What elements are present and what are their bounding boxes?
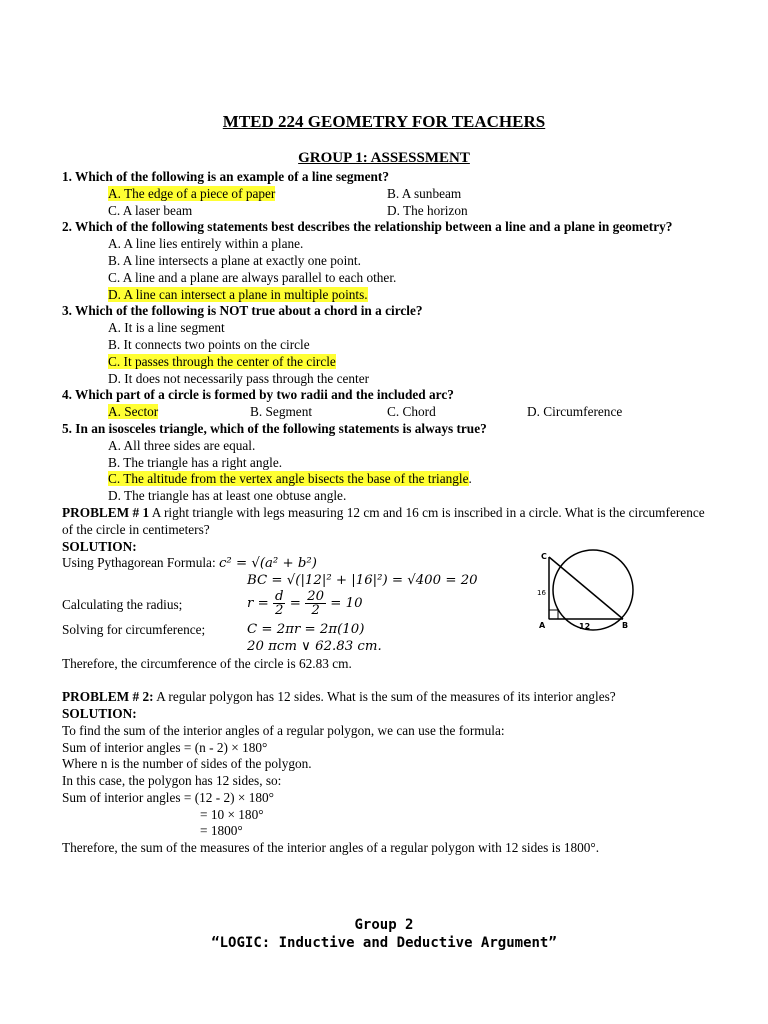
problem-1-label: PROBLEM # 1 [62, 504, 150, 520]
radius-label: Calculating the radius; [62, 596, 183, 612]
problem-2-solution-label: SOLUTION: [62, 705, 137, 721]
inscribed-triangle-diagram [535, 545, 640, 635]
pythagorean-label: Using Pythagorean Formula: [62, 555, 216, 571]
q3-option-a: A. It is a line segment [108, 320, 225, 336]
q1-option-b: B. A sunbeam [387, 185, 462, 201]
group-2-heading [0, 916, 768, 952]
question-1: 1. Which of the following is an example of a line segment? [62, 169, 390, 184]
question-1-options-row-2 [62, 203, 712, 220]
q5-option-c-period: . [468, 471, 472, 487]
q2-option-c: C. A line and a plane are always parallel to each other. [108, 269, 397, 285]
frac-num-d: d [274, 588, 284, 604]
group-2-subtitle: “LOGIC: Inductive and Deductive Argument” [211, 935, 557, 951]
group-2-title: Group 2 [354, 917, 414, 933]
label-b: B [622, 621, 629, 630]
question-3: 3. Which of the following is NOT true about a chord in a circle? [62, 303, 423, 319]
q3-option-d: D. It does not necessarily pass through the center [108, 370, 370, 386]
radius-result: = 10 [330, 595, 363, 611]
circumference-equation: C = 2πr = 2π(10) [247, 621, 365, 637]
question-4-options [62, 404, 712, 421]
problem-2-line-1: To find the sum of the interior angles of a regular polygon, we can use the formula: [62, 722, 505, 738]
right-angle-mark [549, 610, 558, 619]
hypotenuse-bc [549, 557, 623, 619]
circumference-result: 20 πcm ∨ 62.83 cm. [247, 638, 382, 654]
radius-lhs: r = [247, 595, 269, 611]
problem-2 [62, 689, 712, 706]
question-5: 5. In an isosceles triangle, which of the following statements is always true? [62, 420, 487, 436]
frac-den-2b: 2 [311, 602, 320, 618]
document-body [62, 169, 712, 857]
q5-option-d: D. The triangle has at least one obtuse angle. [108, 488, 347, 504]
label-leg-12: 12 [579, 622, 591, 631]
problem-2-label: PROBLEM # 2: [62, 689, 154, 705]
q4-option-d: D. Circumference [527, 404, 623, 420]
problem-2-text: A regular polygon has 12 sides. What is the sum of the measures of its interior angles? [153, 689, 616, 705]
q2-option-b: B. A line intersects a plane at exactly one point. [108, 252, 361, 268]
circumference-label: Solving for circumference; [62, 621, 206, 637]
q5-option-b: B. The triangle has a right angle. [108, 454, 283, 470]
label-c: C [541, 552, 547, 561]
q1-option-d: D. The horizon [387, 202, 468, 218]
fraction-20-over-2 [305, 590, 326, 617]
q4-option-a-answer: A. Sector [108, 404, 159, 420]
question-1-options-row-1 [62, 186, 712, 203]
pythagorean-equation: c² = √(a² + b²) [218, 556, 317, 572]
frac-den-2: 2 [274, 602, 284, 618]
problem-1-conclusion: Therefore, the circumference of the circle is 62.83 cm. [62, 655, 352, 671]
question-4: 4. Which part of a circle is formed by two radii and the included arc? [62, 387, 454, 403]
problem-1-solution-label: SOLUTION: [62, 538, 137, 554]
section-title: GROUP 1: ASSESSMENT [298, 150, 470, 166]
problem-2-step-2: = 10 × 180° [200, 806, 264, 822]
q1-option-c: C. A laser beam [108, 202, 193, 218]
q5-option-c-answer: C. The altitude from the vertex angle bisects the base of the triangle [108, 471, 469, 487]
radius-equals: = [289, 595, 301, 611]
q3-option-c-answer: C. It passes through the center of the circle [108, 353, 336, 369]
problem-2-line-3: Where n is the number of sides of the polygon. [62, 756, 312, 772]
problem-2-step-1: Sum of interior angles = (12 - 2) × 180° [62, 789, 274, 805]
bc-equation: BC = √(|12|² + |16|²) = √400 = 20 [247, 573, 478, 589]
label-a: A [539, 621, 546, 630]
question-2: 2. Which of the following statements best describes the relationship between a line and a plane in geometry? [62, 219, 673, 235]
q5-option-a: A. All three sides are equal. [108, 437, 256, 453]
q2-option-a: A. A line lies entirely within a plane. [108, 236, 304, 252]
problem-2-formula: Sum of interior angles = (n - 2) × 180° [62, 739, 268, 755]
q4-option-c: C. Chord [387, 404, 436, 420]
problem-1-text: A right triangle with legs measuring 12 cm and 16 cm is inscribed in a circle. What is the circumference of the circle in centimeters? [62, 504, 705, 537]
problem-2-step-3: = 1800° [200, 823, 243, 839]
q4-option-b: B. Segment [250, 404, 313, 420]
frac-num-20: 20 [307, 588, 325, 604]
problem-2-line-4: In this case, the polygon has 12 sides, so: [62, 773, 282, 789]
fraction-d-over-2 [273, 590, 286, 617]
q2-option-d-answer: D. A line can intersect a plane in multiple points. [108, 286, 368, 302]
problem-1 [62, 505, 712, 539]
circumference-line-2 [62, 639, 712, 656]
q1-option-a-answer: A. The edge of a piece of paper [108, 185, 276, 201]
label-leg-16: 16 [537, 589, 546, 597]
q3-option-b: B. It connects two points on the circle [108, 336, 310, 352]
problem-2-conclusion: Therefore, the sum of the measures of the interior angles of a regular polygon with 12 sides is 1800°. [62, 840, 600, 856]
document-title: MTED 224 GEOMETRY FOR TEACHERS [222, 112, 546, 131]
